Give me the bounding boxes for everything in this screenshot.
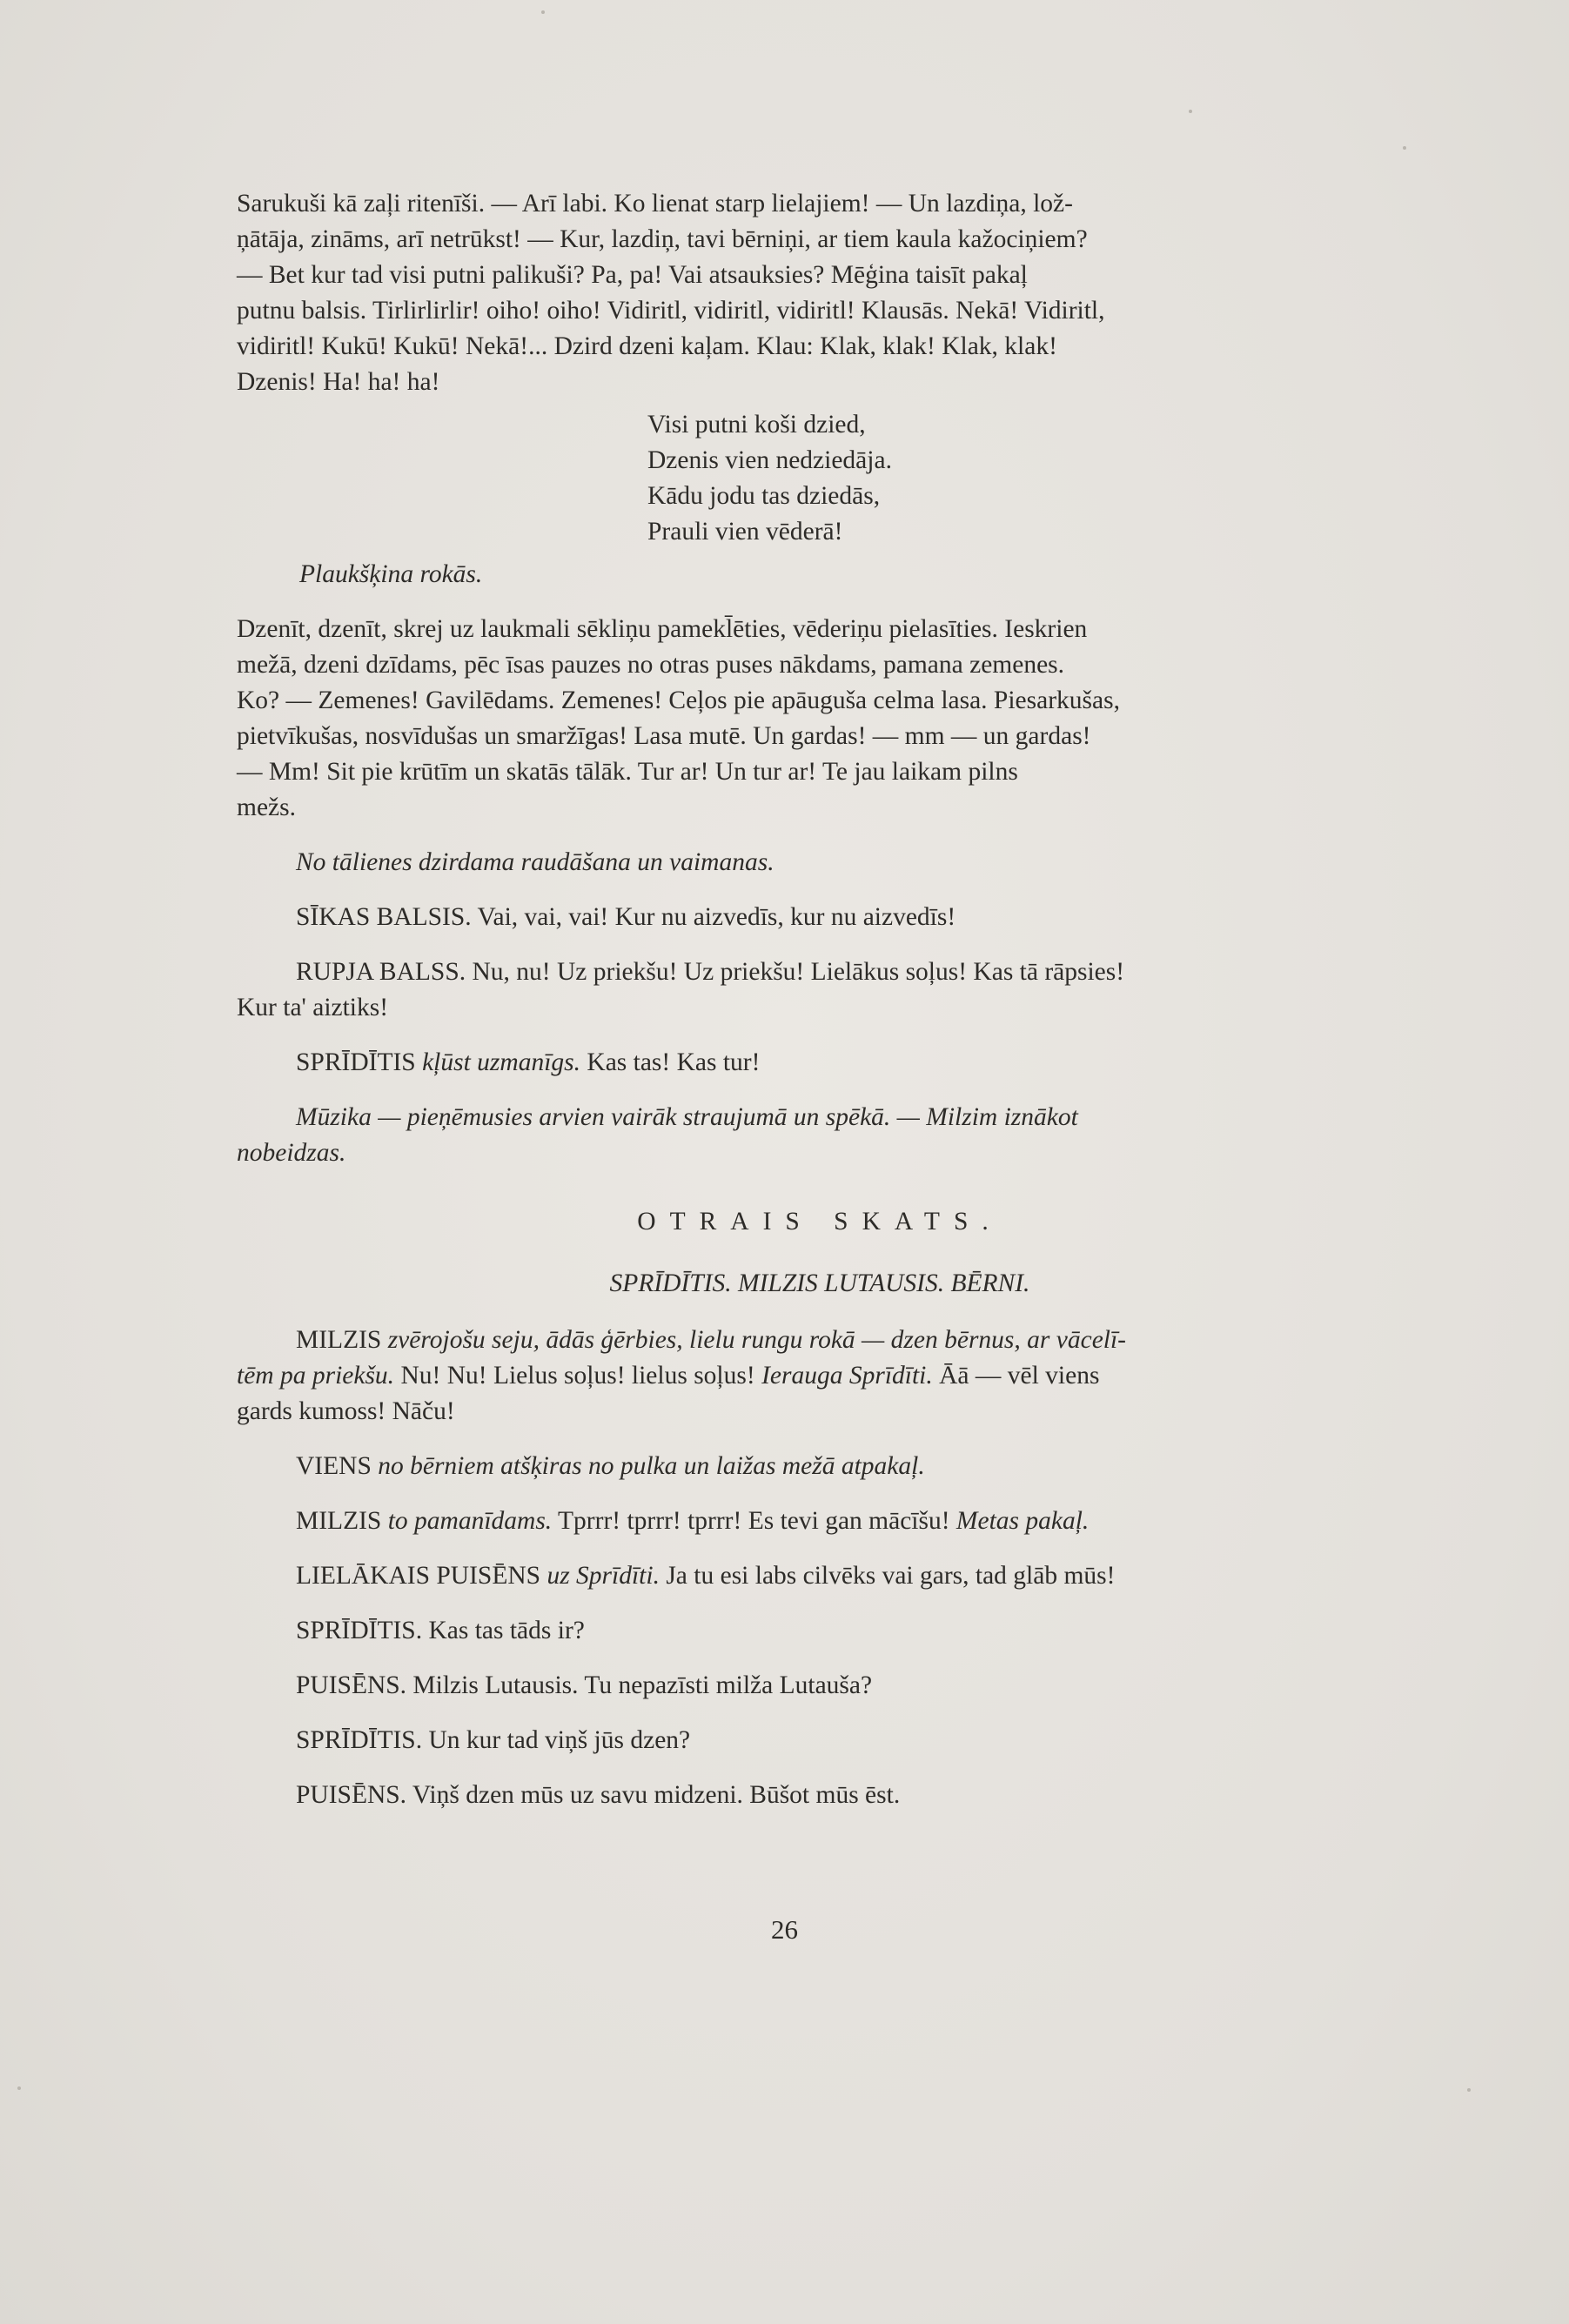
text-line: Dzenīt, dzenīt, skrej uz laukmali sēkliņu pamekl̄ēties, vēderiņu pielasīties. Ieskrien — [237, 615, 1088, 643]
speaker-name: VIENS — [296, 1452, 372, 1480]
scene-heading: OTRAIS SKATS. — [637, 1208, 1002, 1236]
speech: Un kur tad viņš jūs dzen? — [428, 1726, 691, 1754]
text-line: mežs. — [237, 794, 296, 821]
paper-speck — [1467, 2088, 1471, 2092]
dialogue-spriditis — [237, 1045, 1403, 1081]
speaker-name: MILZIS — [296, 1507, 382, 1535]
speaker-name: RUPJA BALSS. — [296, 958, 466, 986]
dialogue-rupja-balss — [237, 954, 1403, 1026]
stage-direction: No tālienes dzirdama raudāšana un vaimanas. — [296, 848, 774, 876]
speaker-name: SPRĪDĪTIS. — [296, 1617, 423, 1644]
page-text — [237, 186, 1403, 1813]
dialogue-line — [237, 1668, 1403, 1704]
stage-direction: to pamanīdams. — [387, 1507, 553, 1535]
speaker-name: SĪKAS BALSIS. — [296, 903, 472, 931]
text-line: Mūzika — pieņēmusies arvien vairāk straujumā un spēkā. — Milzim iznākot — [296, 1103, 1078, 1131]
paragraph-2 — [237, 612, 1403, 826]
speech: Nu, nu! Uz priekšu! Uz priekšu! Lielākus soļus! Kas tā rāpsies! — [472, 958, 1125, 986]
speech: Viņš dzen mūs uz savu midzeni. Būšot mūs ēst. — [412, 1781, 901, 1809]
speaker-name: SPRĪDĪTIS — [296, 1048, 416, 1076]
dialogue-lielakais-puisens — [237, 1558, 1403, 1594]
stage-direction: kļūst uzmanīgs. — [422, 1048, 581, 1076]
speaker-name: PUISĒNS. — [296, 1781, 407, 1809]
speaker-name: LIELĀKAIS PUISĒNS — [296, 1562, 541, 1590]
poem — [647, 407, 1403, 550]
poem-line: Visi putni koši dzied, — [647, 411, 866, 439]
speech: gards kumoss! Nāču! — [237, 1397, 455, 1425]
stage-direction: no bērniem atšķiras no pulka un laižas mežā atpakaļ. — [378, 1452, 925, 1480]
stage-direction: tēm pa priekšu. — [237, 1362, 395, 1390]
text-line: Ko? — Zemenes! Gavilēdams. Zemenes! Ceļos pie apāuguša celma lasa. Piesarkušas, — [237, 686, 1120, 714]
poem-line: Prauli vien vēderā! — [647, 518, 843, 546]
stage-direction: uz Sprīdīti. — [546, 1562, 660, 1590]
speech: Kas tas! Kas tur! — [587, 1048, 761, 1076]
speech: Nu! Nu! Lielus soļus! lielus soļus! — [400, 1362, 755, 1390]
dialogue-line — [237, 1778, 1403, 1813]
paper-speck — [541, 10, 545, 14]
text-line: — Bet kur tad visi putni palikuši? Pa, pa! Vai atsauksies? Mēģina taisīt pakaļ — [237, 261, 1028, 289]
speech: Milzis Lutausis. Tu nepazīsti milža Lutauša? — [412, 1671, 873, 1699]
text-line: nobeidzas. — [237, 1139, 346, 1167]
cast-list: SPRĪDĪTIS. MILZIS LUTAUSIS. BĒRNI. — [609, 1269, 1030, 1297]
dialogue-milzis — [237, 1323, 1403, 1430]
speech: Ja tu esi labs cilvēks vai gars, tad glāb mūs! — [666, 1562, 1116, 1590]
stage-direction: Ierauga Sprīdīti. — [761, 1362, 933, 1390]
text-line: putnu balsis. Tirlirlirlir! oiho! oiho! Vidiritl, vidiritl, vidiritl! Klausās. Nekā! Vidiritl, — [237, 297, 1105, 325]
paper-speck — [17, 2086, 21, 2090]
stage-direction: zvērojošu seju, ādās ģērbies, lielu rungu rokā — dzen bērnus, ar vācelī- — [387, 1326, 1127, 1354]
text-line: pietvīkušas, nosvīdušas un smaržīgas! Lasa mutē. Un gardas! — mm — un gardas! — [237, 722, 1091, 750]
stage-direction: Metas pakaļ. — [955, 1507, 1090, 1535]
stage-direction: Plaukšķina rokās. — [299, 560, 483, 588]
text-line: Sarukuši kā zaļi ritenīši. — Arī labi. Ko lienat starp lielajiem! — Un lazdiņa, lož- — [237, 190, 1073, 218]
dialogue-viens — [237, 1449, 1403, 1484]
speech: Kur ta' aiztiks! — [237, 994, 389, 1021]
text-line: Dzenis! Ha! ha! ha! — [237, 368, 440, 396]
dialogue-milzis-2 — [237, 1504, 1403, 1539]
speech: Tprrr! tprrr! tprrr! Es tevi gan mācīšu! — [558, 1507, 950, 1535]
speaker-name: MILZIS — [296, 1326, 382, 1354]
speaker-name: SPRĪDĪTIS. — [296, 1726, 423, 1754]
text-line: — Mm! Sit pie krūtīm un skatās tālāk. Tur ar! Un tur ar! Te jau laikam pilns — [237, 758, 1018, 786]
speaker-name: PUISĒNS. — [296, 1671, 407, 1699]
dialogue-sikas-balsis — [237, 900, 1403, 935]
page-number: 26 — [771, 1914, 798, 1945]
music-direction — [237, 1100, 1403, 1171]
text-line: vidiritl! Kukū! Kukū! Nekā!... Dzird dzeni kaļam. Klau: Klak, klak! Klak, klak! — [237, 332, 1057, 360]
paper-speck — [1189, 110, 1192, 113]
paper-speck — [1403, 146, 1406, 150]
paragraph-1 — [237, 186, 1403, 400]
poem-line: Kādu jodu tas dziedās, — [647, 482, 881, 510]
dialogue-line — [237, 1723, 1403, 1758]
speech: Vai, vai, vai! Kur nu aizvedīs, kur nu aizvedīs! — [477, 903, 956, 931]
speech: Āā — vēl viens — [939, 1362, 1100, 1390]
poem-line: Dzenis vien nedziedāja. — [647, 446, 892, 474]
text-line: mežā, dzeni dzīdams, pēc īsas pauzes no otras puses nākdams, pamana zemenes. — [237, 651, 1065, 679]
dialogue-line — [237, 1613, 1403, 1649]
speech: Kas tas tāds ir? — [428, 1617, 585, 1644]
text-line: ņātāja, zināms, arī netrūkst! — Kur, lazdiņ, tavi bērniņi, ar tiem kaula kažociņiem? — [237, 225, 1088, 253]
